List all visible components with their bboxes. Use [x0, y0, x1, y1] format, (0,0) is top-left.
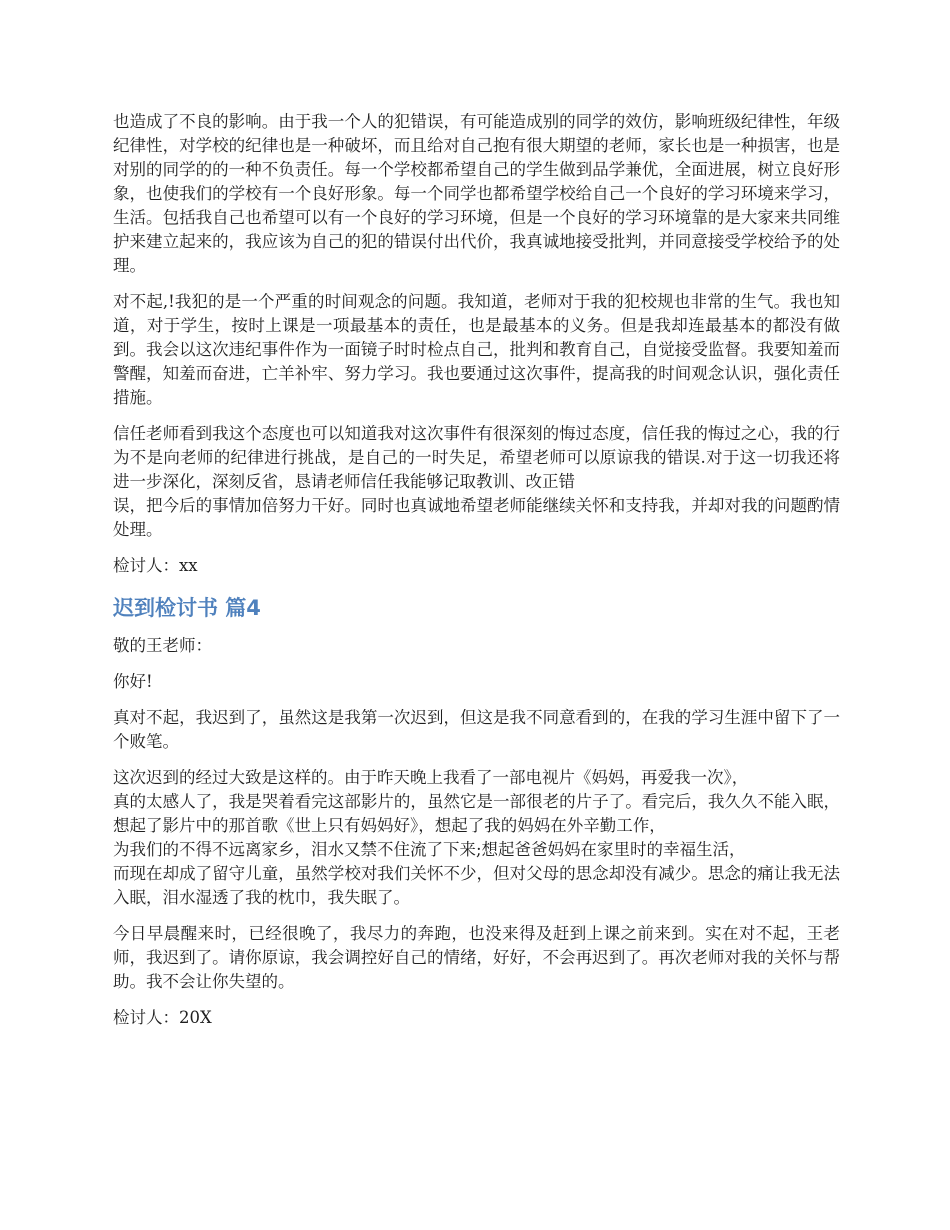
paragraph-apology-time: 对不起,!我犯的是一个严重的时间观念的问题。我知道，老师对于我的犯校规也非常的生气。我也知道，对于学生，按时上课是一项最基本的责任，也是最基本的义务。但是我却连最基本的都没有做到。我会以这次违纪事件作为一面镜子时时检点自己，批判和教育自己，自觉接受监督。我要知羞而警醒，知羞而奋进，亡羊补牢、努力学习。我也要通过这次事件，提高我的时间观念认识，强化责任措施。 [113, 292, 840, 407]
signer-line: 检讨人：20X [113, 1008, 212, 1027]
paragraph-consequences: 也造成了不良的影响。由于我一个人的犯错误，有可能造成别的同学的效仿，影响班级纪律性，年级纪律性，对学校的纪律也是一种破坏，而且给对自己抱有很大期望的老师，家长也是一种损害，也是对别的同学的的一种不负责任。每一个学校都希望自己的学生做到品学兼优，全面进展，树立良好形象，也使我们的学校有一个良好形象。每一个同学也都希望学校给自己一个良好的学习环境来学习，生活。包括我自己也希望可以有一个良好的学习环境，但是一个良好的学习环境靠的是大家来共同维护来建立起来的，我应该为自己的犯的错误付出代价，我真诚地接受批判，并同意接受学校给予的处理。 [113, 112, 840, 275]
greeting: 你好! [113, 672, 153, 691]
signer-line-prev: 检讨人：xx [113, 556, 198, 575]
paragraph-reason: 这次迟到的经过大致是这样的。由于昨天晚上我看了一部电视片《妈妈，再爱我一次》， 真的太感人了，我是哭着看完这部影片的，虽然它是一部很老的片子了。看完后，我久久不能入眠，想起了影片中的那首歌《世上只有妈妈好》，想起了我的妈妈在外辛勤工作， 为我们的不得不远离家乡，泪水又禁不住流了下来;想起爸爸妈妈在家里时的幸福生活， 而现在却成了留守儿童，虽然学校对我们关怀不少，但对父母的思念却没有减少。思念的痛让我无法入眠，泪水湿透了我的枕巾，我失眠了。 [113, 768, 840, 907]
paragraph-sorry-late: 真对不起，我迟到了，虽然这是我第一次迟到，但这是我不同意看到的，在我的学习生涯中留下了一个败笔。 [113, 708, 840, 751]
paragraph-morning: 今日早晨醒来时，已经很晚了，我尽力的奔跑，也没来得及赶到上课之前来到。实在对不起，王老师，我迟到了。请你原谅，我会调控好自己的情绪，好好，不会再迟到了。再次老师对我的关怀与帮助。我不会让你失望的。 [113, 924, 840, 991]
salutation: 敬的王老师： [113, 636, 212, 655]
section-heading: 迟到检讨书 篇4 [113, 596, 261, 620]
document-page [113, 110, 840, 1042]
paragraph-trust-teacher: 信任老师看到我这个态度也可以知道我对这次事件有很深刻的悔过态度，信任我的悔过之心，我的行为不是向老师的纪律进行挑战，是自己的一时失足，希望老师可以原谅我的错误.对于这一切我还将进一步深化，深刻反省，恳请老师信任我能够记取教训、改正错 误，把今后的事情加倍努力干好。同时也真诚地希望老师能继续关怀和支持我，并却对我的问题酌情处理。 [113, 424, 840, 539]
